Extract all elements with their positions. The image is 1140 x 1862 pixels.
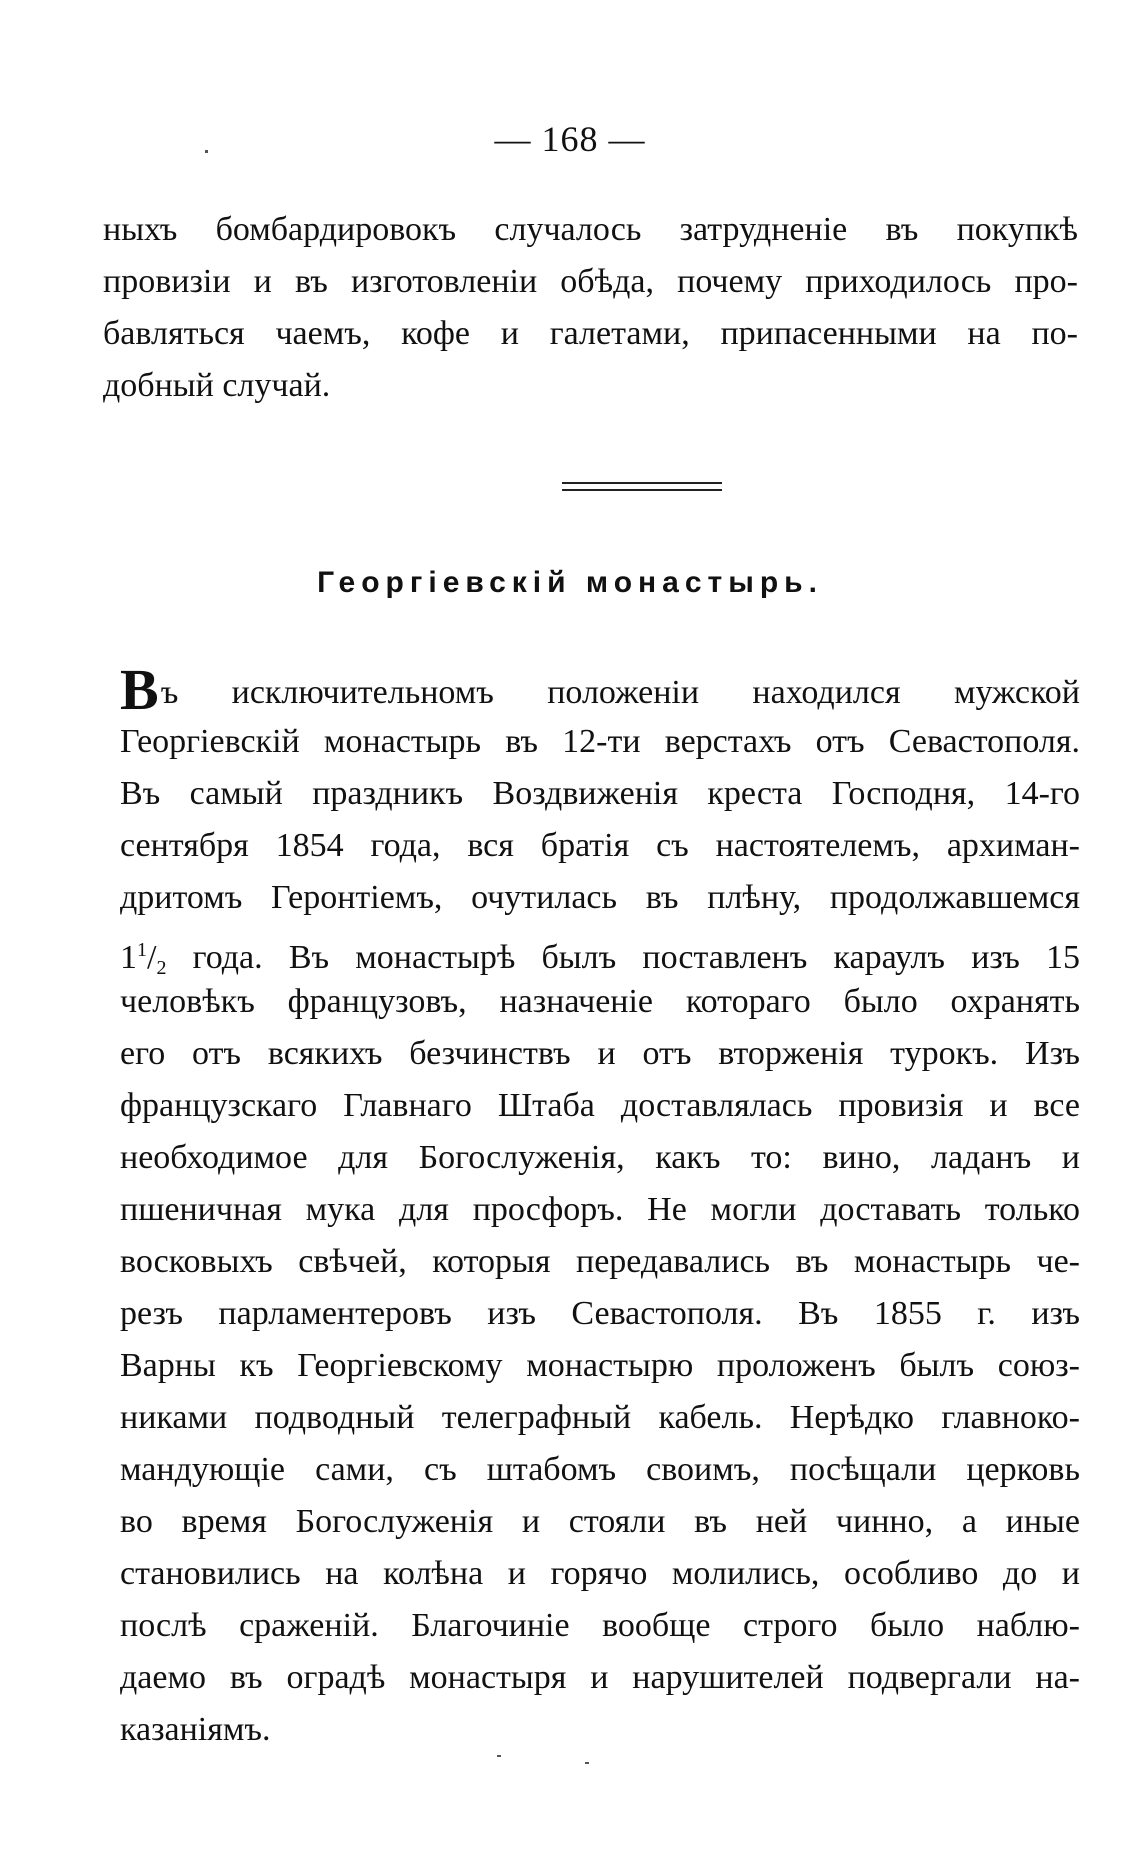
section-line-9: французскаго Главнаго Штаба доставлялась провизія и все <box>120 1087 1080 1124</box>
section-line-19: послѣ сраженій. Благочиніе вообще строго было наблю- <box>120 1607 1080 1644</box>
print-speck <box>585 1762 589 1764</box>
section-line-14: Варны къ Георгіевскому монастырю проложенъ былъ союз- <box>120 1347 1080 1384</box>
section-line-4: сентября 1854 года, вся братія съ настоятелемъ, архиман- <box>120 827 1080 864</box>
intro-line-4: добный случай. <box>103 367 331 404</box>
print-speck <box>497 1755 501 1757</box>
section-line-12: восковыхъ свѣчей, которыя передавались въ монастырь че- <box>120 1243 1080 1280</box>
section-heading: Георгіевскій монастырь. <box>317 566 823 599</box>
fraction-denominator: 2 <box>156 957 167 979</box>
fraction-whole: 1 <box>120 939 137 976</box>
section-line-17: во время Богослуженія и стояли въ ней чинно, а иные <box>120 1503 1080 1540</box>
fraction-slash: / <box>147 939 157 976</box>
section-line-1-text: ъ исключительномъ положеніи находился мужской <box>160 674 1080 711</box>
fraction-numerator: 1 <box>137 939 147 961</box>
drop-initial: В <box>120 657 159 722</box>
section-line-13: резъ парламентеровъ изъ Севастополя. Въ 1855 г. изъ <box>120 1295 1080 1332</box>
section-line-16: мандующіе сами, съ штабомъ своимъ, посѣщали церковь <box>120 1451 1080 1488</box>
section-line-8: его отъ всякихъ безчинствъ и отъ вторженія турокъ. Изъ <box>120 1035 1080 1072</box>
section-line-15: никами подводный телеграфный кабель. Нерѣдко главноко- <box>120 1399 1080 1436</box>
section-line-11: пшеничная мука для просфоръ. Не могли доставать только <box>120 1191 1080 1228</box>
section-line-18: становились на колѣна и горячо молились, особливо до и <box>120 1555 1080 1592</box>
section-divider-top <box>562 482 722 484</box>
print-speck <box>205 150 208 153</box>
section-line-5: дритомъ Геронтіемъ, очутилась въ плѣну, продолжавшемся <box>120 879 1080 916</box>
intro-line-2: провизіи и въ изготовленіи обѣда, почему приходилось про- <box>103 263 1078 300</box>
section-line-10: необходимое для Богослуженія, какъ то: вино, ладанъ и <box>120 1139 1080 1176</box>
intro-line-1: ныхъ бомбардировокъ случалось затрудненіе въ покупкѣ <box>103 211 1078 248</box>
section-line-6-text: года. Въ монастырѣ былъ поставленъ караулъ изъ 15 <box>166 939 1080 976</box>
section-line-1 <box>120 657 1080 722</box>
section-line-21: казаніямъ. <box>120 1711 271 1748</box>
section-line-6 <box>120 930 1080 988</box>
page-number: — 168 — <box>494 119 646 159</box>
section-line-2: Георгіевскій монастырь въ 12-ти верстахъ отъ Севастополя. <box>120 723 1080 760</box>
section-line-7: человѣкъ французовъ, назначеніе котораго было охранять <box>120 983 1080 1020</box>
section-line-3: Въ самый праздникъ Воздвиженія креста Господня, 14-го <box>120 775 1080 812</box>
section-divider-bottom <box>562 489 722 491</box>
section-line-20: даемо въ оградѣ монастыря и нарушителей подвергали на- <box>120 1659 1080 1696</box>
intro-line-3: бавляться чаемъ, кофе и галетами, припасенными на по- <box>103 315 1078 352</box>
